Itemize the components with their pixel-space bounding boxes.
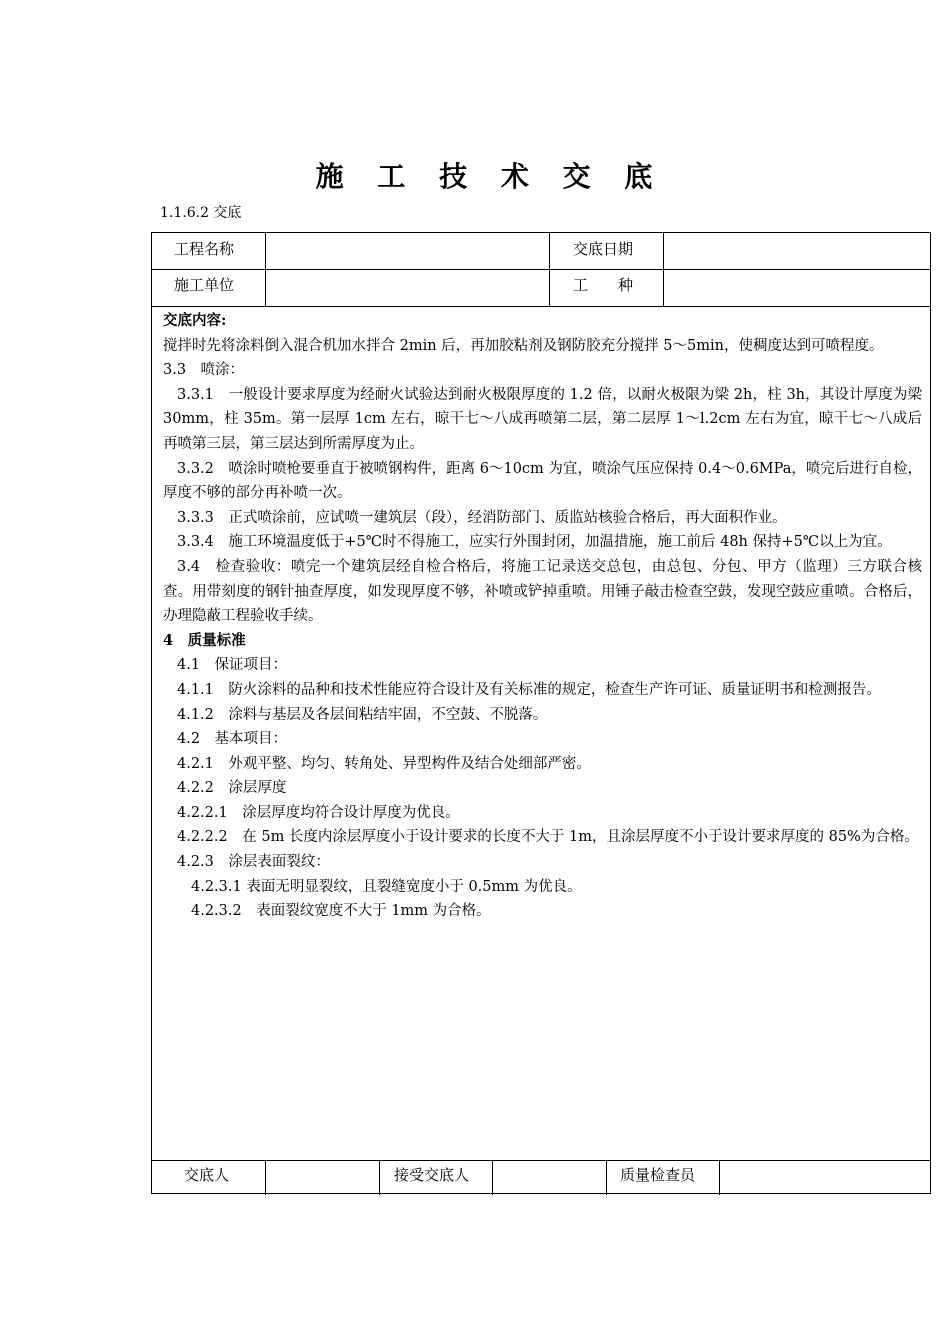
col-divider bbox=[265, 233, 266, 306]
section-4-2-3: 4.2.3 涂层表面裂纹： bbox=[177, 854, 330, 871]
disclosure-date-label: 交底日期 bbox=[573, 240, 634, 258]
disclosure-content bbox=[163, 309, 922, 924]
col-divider bbox=[663, 233, 664, 306]
construction-unit-label: 施工单位 bbox=[174, 276, 235, 294]
disclosure-form bbox=[151, 232, 931, 1194]
inspector-label: 质量检查员 bbox=[620, 1166, 696, 1184]
section-4: 4 质量标准 bbox=[163, 631, 246, 649]
section-4-2-2-1: 4.2.2.1 涂层厚度均符合设计厚度为优良。 bbox=[177, 804, 460, 821]
section-4-2-2: 4.2.2 涂层厚度 bbox=[177, 780, 287, 797]
section-4-2-3-1: 4.2.3.1 表面无明显裂纹，且裂缝宽度小于 0.5mm 为优良。 bbox=[191, 878, 582, 895]
row-divider bbox=[152, 1160, 930, 1161]
row-divider bbox=[152, 269, 930, 270]
section-3-3-2: 3.3.2 喷涂时喷枪要垂直于被喷钢构件，距离 6～10cm 为宜，喷涂气压应保持 0.4～0.6MPa，喷完后进行自检，厚度不够的部分再补喷一次。 bbox=[163, 460, 922, 502]
section-4-2-3-2: 4.2.3.2 表面裂纹宽度不大于 1mm 为合格。 bbox=[191, 903, 491, 920]
receiver-label: 接受交底人 bbox=[394, 1166, 470, 1184]
section-4-2: 4.2 基本项目： bbox=[177, 731, 288, 748]
document-title: 施 工 技 术 交 底 bbox=[315, 160, 665, 193]
section-3-3-1: 3.3.1 一般设计要求厚度为经耐火试验达到耐火极限厚度的 1.2 倍，以耐火极限为梁 2h，柱 3h，其设计厚度为梁 30mm，柱 35m。第一层厚 1cm 左右，晾干七～八成再喷第二层，第二层厚 1～l.2cm 左右为宜，晾干七～八成后再喷第三层，第三层达到所需厚度为止。 bbox=[163, 386, 922, 452]
row-divider bbox=[152, 306, 930, 307]
col-divider bbox=[719, 1160, 720, 1195]
content-heading: 交底内容: bbox=[163, 312, 227, 329]
trade-label: 工 种 bbox=[573, 276, 634, 294]
col-divider bbox=[549, 233, 550, 306]
presenter-label: 交底人 bbox=[184, 1166, 230, 1184]
section-4-2-2-2: 4.2.2.2 在 5m 长度内涂层厚度小于设计要求的长度不大于 1m，且涂层厚度不小于设计要求厚度的 85%为合格。 bbox=[177, 829, 919, 846]
col-divider bbox=[265, 1160, 266, 1195]
section-4-2-1: 4.2.1 外观平整、均匀、转角处、异型构件及结合处细部严密。 bbox=[177, 755, 591, 772]
section-3-3: 3.3 喷涂： bbox=[163, 362, 245, 379]
col-divider bbox=[492, 1160, 493, 1195]
section-4-1: 4.1 保证项目： bbox=[177, 657, 288, 674]
document-code: 1.1.6.2 交底 bbox=[160, 205, 242, 221]
section-4-1-1: 4.1.1 防火涂料的品种和技术性能应符合设计及有关标准的规定，检查生产许可证、质量证明书和检测报告。 bbox=[177, 681, 881, 698]
col-divider bbox=[379, 1160, 380, 1195]
section-4-1-2: 4.1.2 涂料与基层及各层间粘结牢固，不空鼓、不脱落。 bbox=[177, 706, 548, 723]
paragraph-mixing: 搅拌时先将涂料倒入混合机加水拌合 2min 后，再加胶粘剂及钢防胶充分搅拌 5～5min，使稠度达到可喷程度。 bbox=[163, 337, 884, 354]
project-name-label: 工程名称 bbox=[174, 240, 235, 258]
section-3-4: 3.4 检查验收：喷完一个建筑层经自检合格后，将施工记录送交总包，由总包、分包、甲方（监理）三方联合核查。用带刻度的钢针抽查厚度，如发现厚度不够，补喷或铲掉重喷。用锤子敲击检查空鼓，发现空鼓应重喷。合格后，办理隐蔽工程验收手续。 bbox=[163, 558, 922, 625]
col-divider bbox=[606, 1160, 607, 1195]
section-3-3-3: 3.3.3 正式喷涂前，应试喷一建筑层（段），经消防部门、质监站核验合格后，再大面积作业。 bbox=[177, 509, 787, 526]
section-3-3-4: 3.3.4 施工环境温度低于+5℃时不得施工，应实行外围封闭，加温措施，施工前后 48h 保持+5℃以上为宜。 bbox=[177, 534, 892, 551]
